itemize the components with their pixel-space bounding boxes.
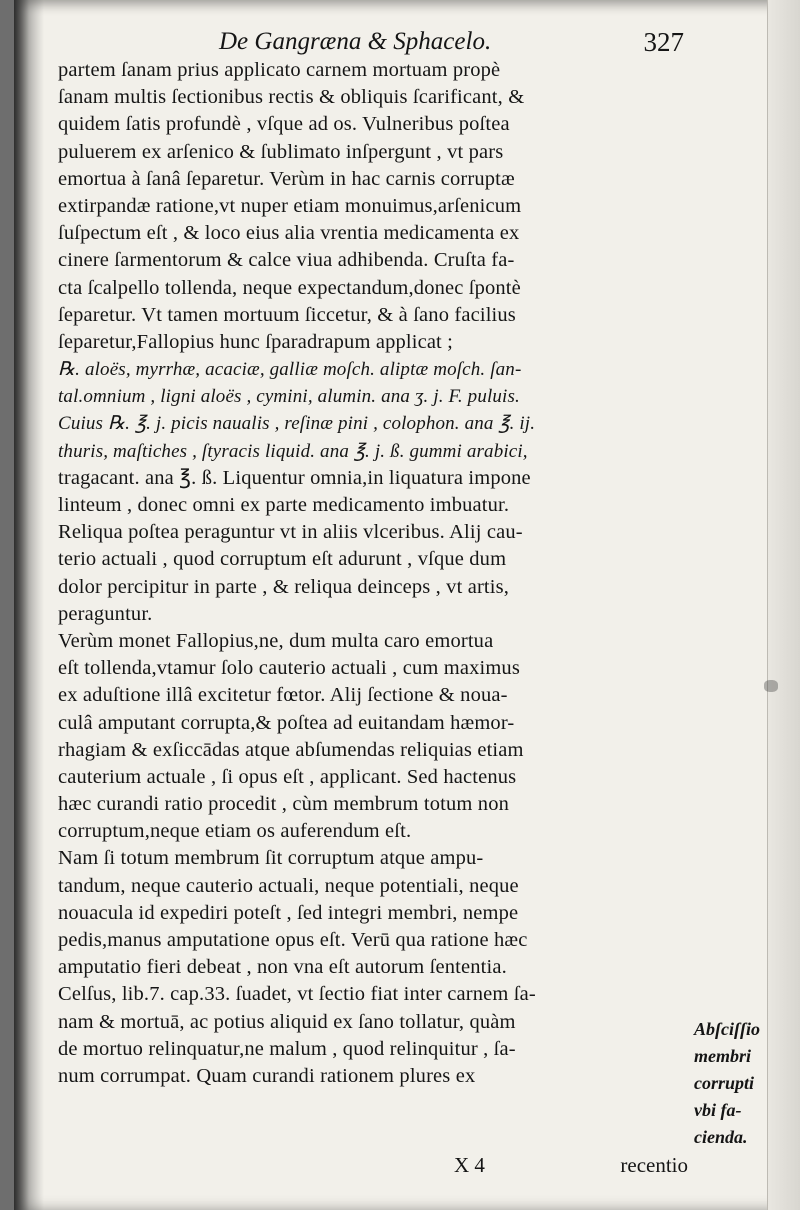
text-line: extirpandæ ratione,vt nuper etiam monuimus,arſenicum (58, 194, 522, 217)
signature-mark: X 4 (454, 1153, 485, 1177)
text-line: rhagiam & exſiccādas atque abſumendas reliquias etiam (58, 738, 524, 761)
ink-smudge (764, 680, 778, 692)
text-line: dolor percipitur in parte , & reliqua deinceps , vt artis, (58, 575, 510, 598)
text-line: nam & mortuā, ac potius aliquid ex ſano tollatur, quàm (58, 1010, 516, 1033)
page-number: 327 (643, 27, 684, 57)
text-line: eſt tollenda,vtamur ſolo cauterio actuali , cum maximus (58, 657, 520, 680)
text-line: tandum, neque cauterio actuali, neque potentiali, neque (58, 874, 519, 897)
text-line: pedis,manus amputatione opus eſt. Verū qua ratione hæc (58, 929, 528, 951)
text-line: cinere ſarmentorum & calce viua adhibenda. Cruſta fa- (58, 249, 515, 272)
text-line: cauterium actuale , ſi opus eſt , applicant. Sed hactenus (58, 765, 517, 788)
text-line: nouacula id expediri poteſt , ſed integri membri, nempe (58, 901, 519, 924)
text-line: tal.omnium , ligni aloës , cymini, alumin. ana ʒ. j. F. puluis. (58, 386, 520, 408)
page-footer (58, 1150, 688, 1180)
text-line: Nam ſi totum membrum ſit corruptum atque ampu- (58, 847, 484, 870)
text-line: corruptum,neque etiam os auferendum eſt. (58, 820, 412, 843)
text-line: ℞. aloës, myrrhæ, acaciæ, galliæ moſch. aliptæ moſch. ſan- (58, 359, 522, 381)
text-line: Verùm monet Fallopius,ne, dum multa caro emortua (58, 629, 494, 652)
margin-note-line: corrupti (694, 1073, 755, 1093)
running-title: De Gangræna & Sphacelo. (219, 28, 492, 55)
text-line: peraguntur. (58, 602, 153, 625)
text-line: ſeparetur,Fallopius hunc ſparadrapum applicat ; (58, 330, 454, 353)
text-line: amputatio fieri debeat , non vna eſt autorum ſententia. (58, 956, 507, 979)
text-line: emortua à ſanâ ſeparetur. Verùm in hac carnis corruptæ (58, 167, 515, 190)
text-line: Cuius ℞. ℥. j. picis naualis , reſinæ pini , colophon. ana ℥. ij. (58, 413, 536, 435)
text-line: partem ſanam prius applicato carnem mortuam propè (58, 59, 501, 81)
body-text (58, 57, 686, 1090)
text-line: ſeparetur. Vt tamen mortuum ſiccetur, & à ſano facilius (58, 303, 516, 326)
catchword: recentio (620, 1153, 688, 1177)
text-line: ex aduſtione illâ excitetur fœtor. Alij ſectione & noua- (58, 684, 508, 707)
text-line: cta ſcalpello tollenda, neque expectandum,donec ſpontè (58, 276, 521, 299)
text-line: num corrumpat. Quam curandi rationem plures ex (58, 1064, 476, 1087)
text-line: linteum , donec omni ex parte medicamento imbuatur. (58, 494, 510, 516)
text-line: puluerem ex arſenico & ſublimato inſpergunt , vt pars (58, 140, 504, 163)
margin-note-line: Abſciſſio (694, 1019, 760, 1039)
text-line: Reliqua poſtea peraguntur vt in aliis vlceribus. Alij cau- (58, 521, 523, 544)
binding-shadow (14, 0, 44, 1210)
margin-note-line: cienda. (694, 1127, 748, 1147)
text-line: thuris, maſtiches , ſtyracis liquid. ana ℥. j. ß. gummi arabici, (58, 440, 528, 462)
text-line: quidem ſatis profundè , vſque ad os. Vulneribus poſtea (58, 113, 510, 136)
text-line: hæc curandi ratio procedit , cùm membrum totum non (58, 793, 509, 816)
text-line: ſanam multis ſectionibus rectis & obliquis ſcarificant, & (58, 86, 525, 109)
text-line: de mortuo relinquatur,ne malum , quod relinquitur , ſa- (58, 1037, 516, 1060)
margin-note-line: membri (694, 1046, 751, 1066)
text-line: terio actuali , quod corruptum eſt adurunt , vſque dum (58, 548, 507, 571)
book-page (14, 0, 800, 1210)
margin-note (694, 1016, 794, 1151)
text-line: ſuſpectum eſt , & loco eius alia vrentia medicamenta ex (58, 222, 520, 245)
text-line: Celſus, lib.7. cap.33. ſuadet, vt ſectio fiat inter carnem ſa- (58, 983, 536, 1006)
text-line: tragacant. ana ℥. ß. Liquentur omnia,in liquatura impone (58, 466, 531, 489)
margin-note-line: vbi fa- (694, 1100, 742, 1120)
text-line: culâ amputant corrupta,& poſtea ad euitandam hæmor- (58, 711, 515, 734)
